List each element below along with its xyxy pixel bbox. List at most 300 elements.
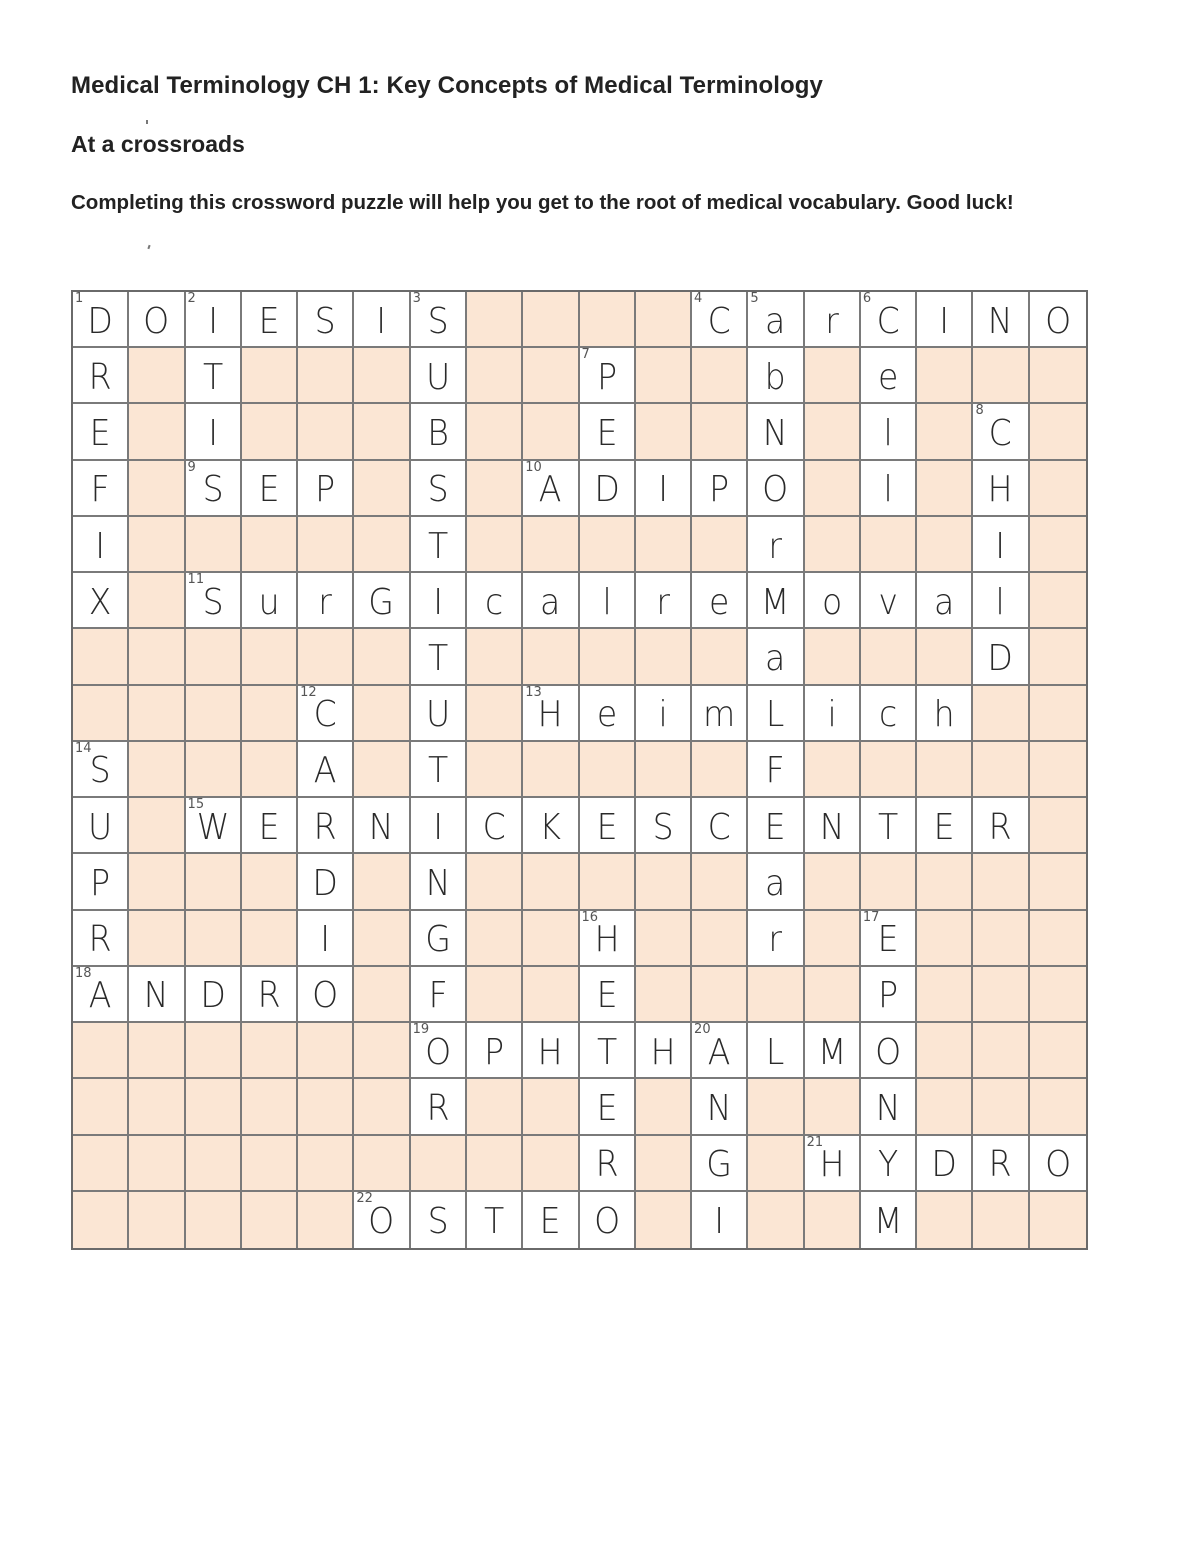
answer-letter: P xyxy=(90,862,111,904)
grid-cell xyxy=(861,404,917,460)
grid-cell xyxy=(242,911,298,967)
grid-cell xyxy=(242,573,298,629)
grid-cell xyxy=(748,798,804,854)
grid-cell xyxy=(748,967,804,1023)
clue-number: 8 xyxy=(975,403,984,419)
answer-letter: r xyxy=(318,581,333,623)
grid-cell xyxy=(805,1192,861,1248)
grid-cell xyxy=(298,1192,354,1248)
grid-cell xyxy=(1030,1192,1086,1248)
grid-cell xyxy=(354,629,410,685)
grid-cell xyxy=(917,292,973,348)
answer-letter: N xyxy=(988,300,1013,342)
grid-cell xyxy=(692,517,748,573)
grid-cell xyxy=(580,404,636,460)
grid-cell xyxy=(636,1023,692,1079)
answer-letter: E xyxy=(933,806,955,848)
grid-cell xyxy=(580,1192,636,1248)
grid-cell xyxy=(580,1136,636,1192)
grid-cell xyxy=(242,742,298,798)
grid-cell xyxy=(973,1192,1029,1248)
grid-cell xyxy=(805,1136,861,1192)
grid-cell xyxy=(411,292,467,348)
grid-cell xyxy=(411,911,467,967)
grid-cell xyxy=(523,742,579,798)
grid-cell xyxy=(917,404,973,460)
answer-letter: N xyxy=(369,806,394,848)
page-title: Medical Terminology CH 1: Key Concepts of Medical Terminology xyxy=(71,72,823,99)
grid-cell xyxy=(1030,292,1086,348)
grid-cell xyxy=(1030,911,1086,967)
answer-letter: T xyxy=(427,525,448,567)
grid-cell xyxy=(748,517,804,573)
grid-cell xyxy=(805,348,861,404)
answer-letter: E xyxy=(596,1087,618,1129)
grid-cell xyxy=(636,292,692,348)
grid-cell xyxy=(973,911,1029,967)
grid-cell xyxy=(242,629,298,685)
grid-cell xyxy=(917,1079,973,1135)
grid-cell xyxy=(73,1023,129,1079)
answer-letter: D xyxy=(931,1144,958,1186)
answer-letter: R xyxy=(313,806,337,848)
grid-cell xyxy=(523,517,579,573)
grid-cell xyxy=(298,911,354,967)
answer-letter: O xyxy=(1044,300,1071,342)
answer-letter: F xyxy=(765,750,785,792)
grid-cell xyxy=(805,629,861,685)
grid-cell xyxy=(411,573,467,629)
answer-letter: A xyxy=(707,1031,731,1073)
answer-letter: I xyxy=(95,525,106,567)
answer-letter: T xyxy=(427,638,448,680)
grid-cell xyxy=(354,461,410,517)
grid-cell xyxy=(692,911,748,967)
grid-cell xyxy=(636,967,692,1023)
grid-cell xyxy=(692,1079,748,1135)
answer-letter: E xyxy=(596,975,618,1017)
grid-cell xyxy=(580,798,636,854)
answer-letter: B xyxy=(426,413,449,455)
grid-cell xyxy=(354,686,410,742)
answer-letter: T xyxy=(483,1201,505,1243)
clue-number: 10 xyxy=(525,459,542,475)
answer-letter: e xyxy=(877,356,899,398)
grid-cell xyxy=(411,686,467,742)
answer-letter: i xyxy=(827,694,837,736)
answer-letter: N xyxy=(763,413,788,455)
grid-cell xyxy=(636,854,692,910)
grid-cell xyxy=(692,798,748,854)
grid-cell xyxy=(523,798,579,854)
clue-number: 1 xyxy=(75,291,84,306)
grid-cell xyxy=(298,461,354,517)
grid-cell xyxy=(186,573,242,629)
answer-letter: N xyxy=(875,1087,901,1129)
answer-letter: X xyxy=(88,581,112,623)
clue-number: 22 xyxy=(356,1190,373,1206)
grid-cell xyxy=(1030,461,1086,517)
grid-cell xyxy=(917,1023,973,1079)
grid-cell xyxy=(805,1023,861,1079)
grid-cell xyxy=(354,348,410,404)
grid-cell xyxy=(805,573,861,629)
grid-cell xyxy=(467,629,523,685)
grid-cell xyxy=(298,292,354,348)
answer-letter: C xyxy=(313,694,337,736)
answer-letter: P xyxy=(709,469,730,511)
grid-cell xyxy=(861,911,917,967)
grid-cell xyxy=(917,1192,973,1248)
grid-cell xyxy=(580,1079,636,1135)
answer-letter: E xyxy=(765,806,786,848)
answer-letter: a xyxy=(765,300,786,342)
grid-cell xyxy=(748,573,804,629)
grid-cell xyxy=(692,742,748,798)
grid-cell xyxy=(748,461,804,517)
grid-cell xyxy=(748,1192,804,1248)
grid-cell xyxy=(692,686,748,742)
grid-cell xyxy=(523,461,579,517)
grid-cell xyxy=(73,967,129,1023)
answer-letter: S xyxy=(427,469,449,511)
grid-cell xyxy=(748,1023,804,1079)
answer-letter: E xyxy=(596,806,618,848)
grid-cell xyxy=(692,967,748,1023)
grid-cell xyxy=(1030,686,1086,742)
answer-letter: D xyxy=(987,638,1014,680)
grid-cell xyxy=(242,1023,298,1079)
grid-cell xyxy=(467,404,523,460)
answer-letter: I xyxy=(320,919,331,961)
grid-cell xyxy=(129,1079,185,1135)
grid-cell xyxy=(73,1079,129,1135)
grid-cell xyxy=(467,517,523,573)
answer-letter: T xyxy=(427,750,448,792)
grid-cell xyxy=(861,854,917,910)
answer-letter: C xyxy=(989,413,1013,455)
grid-cell xyxy=(748,348,804,404)
grid-cell xyxy=(580,348,636,404)
grid-cell xyxy=(973,798,1029,854)
answer-letter: E xyxy=(596,413,618,455)
grid-cell xyxy=(748,686,804,742)
grid-cell xyxy=(411,967,467,1023)
grid-cell xyxy=(129,798,185,854)
answer-letter: G xyxy=(368,581,395,623)
grid-cell xyxy=(861,461,917,517)
answer-letter: H xyxy=(594,919,620,961)
answer-letter: G xyxy=(706,1144,733,1186)
answer-letter: K xyxy=(539,806,562,848)
grid-cell xyxy=(129,292,185,348)
grid-cell xyxy=(523,573,579,629)
answer-letter: S xyxy=(314,300,336,342)
grid-cell xyxy=(580,461,636,517)
grid-cell xyxy=(748,292,804,348)
answer-letter: E xyxy=(258,300,280,342)
grid-cell xyxy=(186,517,242,573)
grid-cell xyxy=(636,1079,692,1135)
clue-number: 12 xyxy=(300,684,317,700)
clue-number: 16 xyxy=(581,909,599,925)
answer-letter: D xyxy=(593,469,620,511)
grid-cell xyxy=(242,517,298,573)
grid-cell xyxy=(805,742,861,798)
answer-letter: D xyxy=(199,975,226,1017)
clue-number: 9 xyxy=(187,459,196,475)
grid-cell xyxy=(129,854,185,910)
answer-letter: l xyxy=(995,581,1006,623)
grid-cell xyxy=(242,404,298,460)
answer-letter: H xyxy=(819,1144,845,1186)
grid-cell xyxy=(467,1023,523,1079)
answer-letter: A xyxy=(88,975,112,1017)
grid-cell xyxy=(354,854,410,910)
grid-cell xyxy=(861,1023,917,1079)
answer-letter: C xyxy=(876,300,900,342)
answer-letter: F xyxy=(428,975,448,1017)
answer-letter: c xyxy=(878,694,898,736)
answer-letter: E xyxy=(258,469,280,511)
grid-cell xyxy=(242,854,298,910)
grid-cell xyxy=(298,1136,354,1192)
grid-cell xyxy=(73,1136,129,1192)
grid-cell xyxy=(73,404,129,460)
grid-cell xyxy=(805,854,861,910)
answer-letter: M xyxy=(817,1031,847,1073)
answer-letter: h xyxy=(933,694,955,736)
grid-cell xyxy=(354,911,410,967)
grid-cell xyxy=(186,1136,242,1192)
grid-cell xyxy=(861,742,917,798)
answer-letter: o xyxy=(821,581,842,623)
answer-letter: S xyxy=(89,750,111,792)
grid-cell xyxy=(186,1192,242,1248)
grid-cell xyxy=(692,1192,748,1248)
grid-cell xyxy=(73,573,129,629)
grid-cell xyxy=(523,404,579,460)
grid-cell xyxy=(692,629,748,685)
answer-letter: S xyxy=(202,469,224,511)
grid-cell xyxy=(805,686,861,742)
grid-cell xyxy=(186,798,242,854)
grid-cell xyxy=(692,854,748,910)
answer-letter: S xyxy=(652,806,674,848)
answer-letter: m xyxy=(703,694,736,736)
grid-cell xyxy=(523,1136,579,1192)
grid-cell xyxy=(805,967,861,1023)
grid-cell xyxy=(411,798,467,854)
clue-number: 13 xyxy=(525,684,542,700)
answer-letter: L xyxy=(766,694,785,736)
grid-cell xyxy=(523,911,579,967)
answer-letter: I xyxy=(714,1201,725,1243)
answer-letter: a xyxy=(934,581,955,623)
grid-cell xyxy=(861,573,917,629)
grid-cell xyxy=(186,911,242,967)
clue-number: 14 xyxy=(75,740,92,756)
grid-cell xyxy=(298,1023,354,1079)
clue-number: 18 xyxy=(75,965,92,981)
grid-cell xyxy=(1030,348,1086,404)
grid-cell xyxy=(636,686,692,742)
grid-cell xyxy=(636,517,692,573)
grid-cell xyxy=(467,573,523,629)
grid-cell xyxy=(580,573,636,629)
grid-cell xyxy=(1030,517,1086,573)
answer-letter: a xyxy=(765,862,786,904)
answer-letter: O xyxy=(143,300,170,342)
answer-letter: H xyxy=(988,469,1014,511)
grid-cell xyxy=(917,629,973,685)
answer-letter: M xyxy=(761,581,790,623)
grid-cell xyxy=(242,686,298,742)
clue-number: 15 xyxy=(187,797,205,813)
answer-letter: U xyxy=(425,694,450,736)
answer-letter: e xyxy=(596,694,617,736)
grid-cell xyxy=(354,292,410,348)
answer-letter: C xyxy=(482,806,506,848)
grid-cell xyxy=(636,1192,692,1248)
grid-cell xyxy=(242,348,298,404)
grid-cell xyxy=(242,1136,298,1192)
grid-cell xyxy=(973,517,1029,573)
answer-letter: H xyxy=(650,1031,676,1073)
clue-number: 2 xyxy=(187,291,196,306)
answer-letter: L xyxy=(766,1031,785,1073)
answer-letter: D xyxy=(87,300,113,342)
grid-cell xyxy=(973,742,1029,798)
grid-cell xyxy=(861,798,917,854)
grid-cell xyxy=(129,1192,185,1248)
grid-cell xyxy=(636,573,692,629)
grid-cell xyxy=(73,629,129,685)
grid-cell xyxy=(298,798,354,854)
answer-letter: i xyxy=(658,694,668,736)
grid-cell xyxy=(692,292,748,348)
grid-cell xyxy=(242,461,298,517)
answer-letter: M xyxy=(873,1201,903,1243)
grid-cell xyxy=(186,1023,242,1079)
stray-mark xyxy=(147,245,150,249)
grid-cell xyxy=(861,517,917,573)
grid-cell xyxy=(861,292,917,348)
grid-cell xyxy=(636,348,692,404)
grid-cell xyxy=(917,348,973,404)
grid-cell xyxy=(580,742,636,798)
answer-letter: R xyxy=(595,1144,619,1186)
grid-cell xyxy=(636,404,692,460)
grid-cell xyxy=(129,461,185,517)
grid-cell xyxy=(580,854,636,910)
grid-cell xyxy=(129,1136,185,1192)
answer-letter: R xyxy=(88,356,112,398)
grid-cell xyxy=(748,629,804,685)
answer-letter: G xyxy=(424,919,451,961)
grid-cell xyxy=(298,742,354,798)
grid-cell xyxy=(354,1192,410,1248)
grid-cell xyxy=(298,404,354,460)
grid-cell xyxy=(73,1192,129,1248)
grid-cell xyxy=(636,1136,692,1192)
grid-cell xyxy=(861,1192,917,1248)
answer-letter: A xyxy=(539,469,562,511)
answer-letter: O xyxy=(1044,1144,1071,1186)
grid-cell xyxy=(805,911,861,967)
grid-cell xyxy=(861,1136,917,1192)
grid-cell xyxy=(411,461,467,517)
grid-cell xyxy=(861,629,917,685)
grid-cell xyxy=(186,686,242,742)
grid-cell xyxy=(805,292,861,348)
grid-cell xyxy=(917,517,973,573)
grid-cell xyxy=(467,1136,523,1192)
grid-cell xyxy=(73,854,129,910)
grid-cell xyxy=(973,461,1029,517)
grid-cell xyxy=(805,517,861,573)
answer-letter: E xyxy=(539,1201,561,1243)
grid-cell xyxy=(917,911,973,967)
grid-cell xyxy=(73,911,129,967)
answer-letter: I xyxy=(207,300,218,342)
grid-cell xyxy=(411,1023,467,1079)
grid-cell xyxy=(411,348,467,404)
grid-cell xyxy=(354,742,410,798)
answer-letter: T xyxy=(877,806,899,848)
answer-letter: I xyxy=(658,469,668,511)
grid-cell xyxy=(692,573,748,629)
answer-letter: W xyxy=(196,806,230,848)
grid-cell xyxy=(973,967,1029,1023)
answer-letter: S xyxy=(427,300,449,342)
grid-cell xyxy=(298,348,354,404)
grid-cell xyxy=(354,798,410,854)
answer-letter: O xyxy=(312,975,339,1017)
grid-cell xyxy=(580,629,636,685)
grid-cell xyxy=(692,348,748,404)
grid-cell xyxy=(129,686,185,742)
grid-cell xyxy=(242,292,298,348)
grid-cell xyxy=(973,629,1029,685)
answer-letter: l xyxy=(883,469,893,511)
grid-cell xyxy=(1030,1023,1086,1079)
grid-cell xyxy=(973,404,1029,460)
grid-cell xyxy=(861,1079,917,1135)
grid-cell xyxy=(692,1023,748,1079)
grid-cell xyxy=(129,404,185,460)
grid-cell xyxy=(411,1079,467,1135)
clue-number: 11 xyxy=(187,572,205,588)
grid-cell xyxy=(523,348,579,404)
grid-cell xyxy=(580,517,636,573)
answer-letter: O xyxy=(593,1201,620,1243)
grid-cell xyxy=(861,967,917,1023)
grid-cell xyxy=(129,1023,185,1079)
answer-letter: a xyxy=(540,581,561,623)
answer-letter: R xyxy=(88,919,112,961)
grid-cell xyxy=(523,967,579,1023)
answer-letter: l xyxy=(602,581,612,623)
grid-cell xyxy=(467,854,523,910)
grid-cell xyxy=(973,1023,1029,1079)
answer-letter: S xyxy=(427,1201,449,1243)
clue-number: 20 xyxy=(694,1022,711,1038)
grid-cell xyxy=(973,1079,1029,1135)
answer-letter: N xyxy=(144,975,169,1017)
answer-letter: P xyxy=(878,975,899,1017)
answer-letter: a xyxy=(765,638,786,680)
